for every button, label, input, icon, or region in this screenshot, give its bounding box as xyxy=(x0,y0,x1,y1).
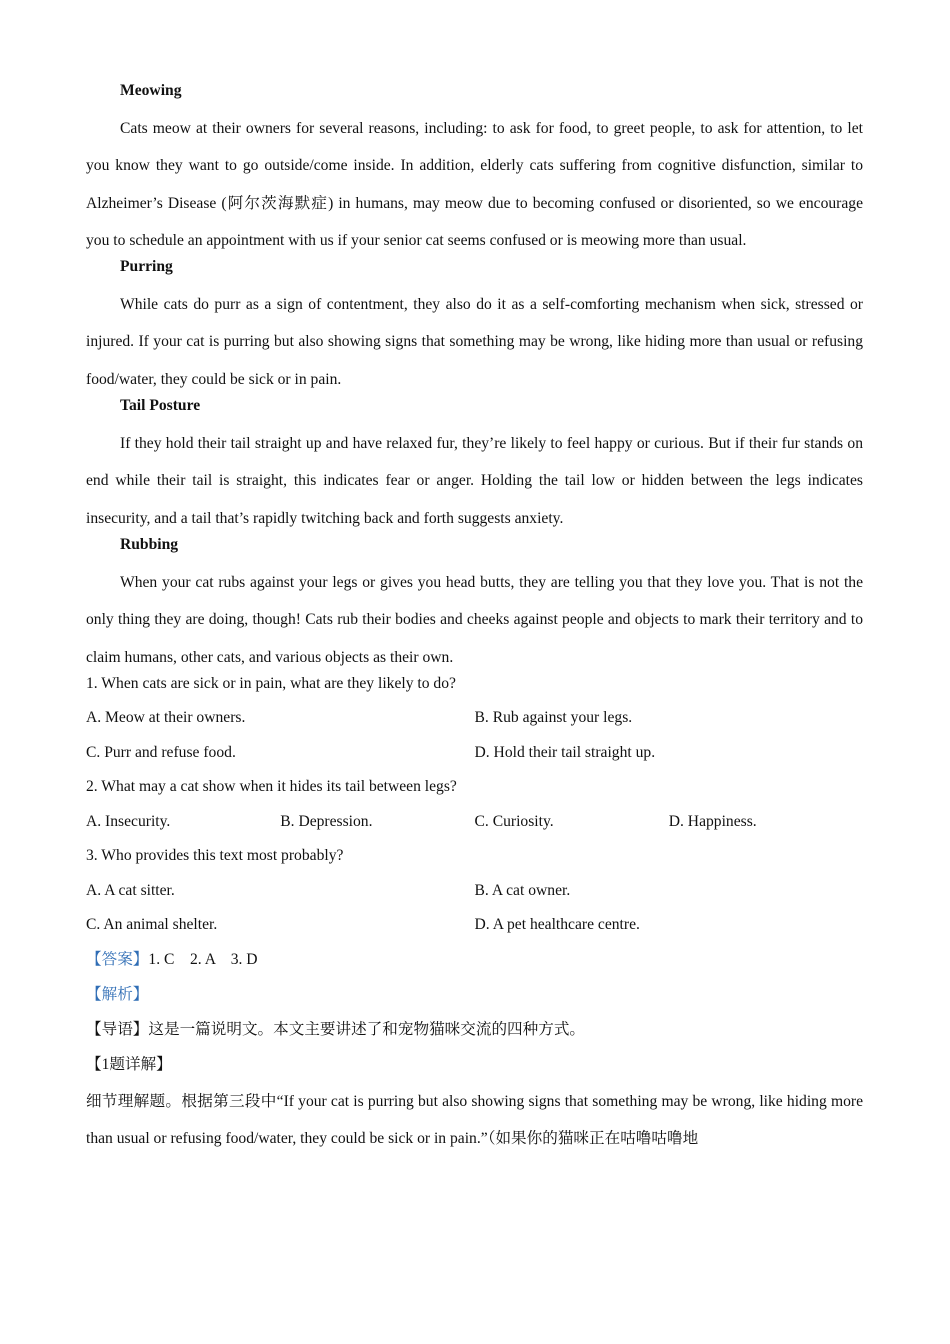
analysis-line xyxy=(86,984,863,1019)
option-b: B. Rub against your legs. xyxy=(474,709,633,727)
option-c: C. An animal shelter. xyxy=(86,916,218,934)
option-d: D. Happiness. xyxy=(668,812,757,830)
section-paragraph: If they hold their tail straight up and have relaxed fur, they’re likely to feel happy or curious. But if their fur stands on end while their tail is straight, this indicates fear or anger. Holding the tail low or hidden between the legs indicates insecurity, and a tail that’s rapidly twitching back and forth suggests anxiety. xyxy=(86,435,863,527)
option-a: A. Meow at their owners. xyxy=(86,709,246,727)
question-text: 1. When cats are sick or in pain, what are they likely to do? xyxy=(86,674,456,692)
options-row xyxy=(86,742,863,777)
option-b: B. A cat owner. xyxy=(474,881,571,899)
option-a: A. Insecurity. xyxy=(86,812,171,830)
option-a: A. A cat sitter. xyxy=(86,881,175,899)
question-text: 2. What may a cat show when it hides its tail between legs? xyxy=(86,778,457,796)
guide-line: 【导语】这是一篇说明文。本文主要讲述了和宠物猫咪交流的四种方式。 xyxy=(86,1020,586,1038)
section-paragraph: When your cat rubs against your legs or gives you head butts, they are telling you that they love you. That is not the only thing they are doing, though! Cats rub their bodies and cheeks against people and objects to mark their territory and to claim humans, other cats, and various objects as their own. xyxy=(86,573,863,666)
question-3 xyxy=(86,845,863,949)
q1-detail-title: 【1题详解】 xyxy=(86,1055,172,1073)
section-paragraph: While cats do purr as a sign of contentment, they also do it as a self-comforting mechanism when sick, stressed or injured. If your cat is purring but also showing signs that something may be wrong, like hiding more than usual or refusing food/water, they could be sick or in pain. xyxy=(86,296,863,388)
section-heading: Rubbing xyxy=(120,535,179,553)
answer-label: 【答案】 xyxy=(86,950,149,968)
section-meowing xyxy=(86,80,863,259)
analysis-label: 【解析】 xyxy=(86,985,149,1003)
option-d: D. A pet healthcare centre. xyxy=(474,916,640,934)
option-d: D. Hold their tail straight up. xyxy=(474,743,656,761)
answer-line xyxy=(86,949,863,984)
answer-text: 1. C 2. A 3. D xyxy=(148,950,258,968)
section-rubbing xyxy=(86,534,863,676)
q1-detail-text: 细节理解题。根据第三段中“If your cat is purring but also showing signs that something may be wrong, like hiding more than usual or refusing food/water, they could be sick or in pain.”（如果你的猫咪正在咕噜咕噜地 xyxy=(86,1092,863,1148)
options-row xyxy=(86,707,863,742)
section-tail-posture xyxy=(86,395,863,537)
section-heading: Purring xyxy=(120,258,173,276)
option-c: C. Purr and refuse food. xyxy=(86,743,236,761)
question-text: 3. Who provides this text most probably? xyxy=(86,847,344,865)
section-paragraph: Cats meow at their owners for several reasons, including: to ask for food, to greet people, to ask for attention, to let you know they want to go outside/come inside. In addition, elderly cats suffering from cognitive disfunction, similar to Alzheimer’s Disease (阿尔茨海默症) in humans, may meow due to becoming confused or disoriented, so we encourage you to schedule an appointment with us if your senior cat seems confused or is meowing more than usual. xyxy=(86,120,863,249)
document-content xyxy=(86,80,863,1157)
options-row xyxy=(86,914,863,949)
option-b: B. Depression. xyxy=(280,812,373,830)
question-1 xyxy=(86,673,863,777)
options-row xyxy=(86,811,863,846)
options-row xyxy=(86,880,863,915)
option-c: C. Curiosity. xyxy=(474,812,554,830)
section-heading: Meowing xyxy=(120,82,182,99)
question-2 xyxy=(86,776,863,845)
section-purring xyxy=(86,256,863,398)
section-heading: Tail Posture xyxy=(120,397,201,415)
